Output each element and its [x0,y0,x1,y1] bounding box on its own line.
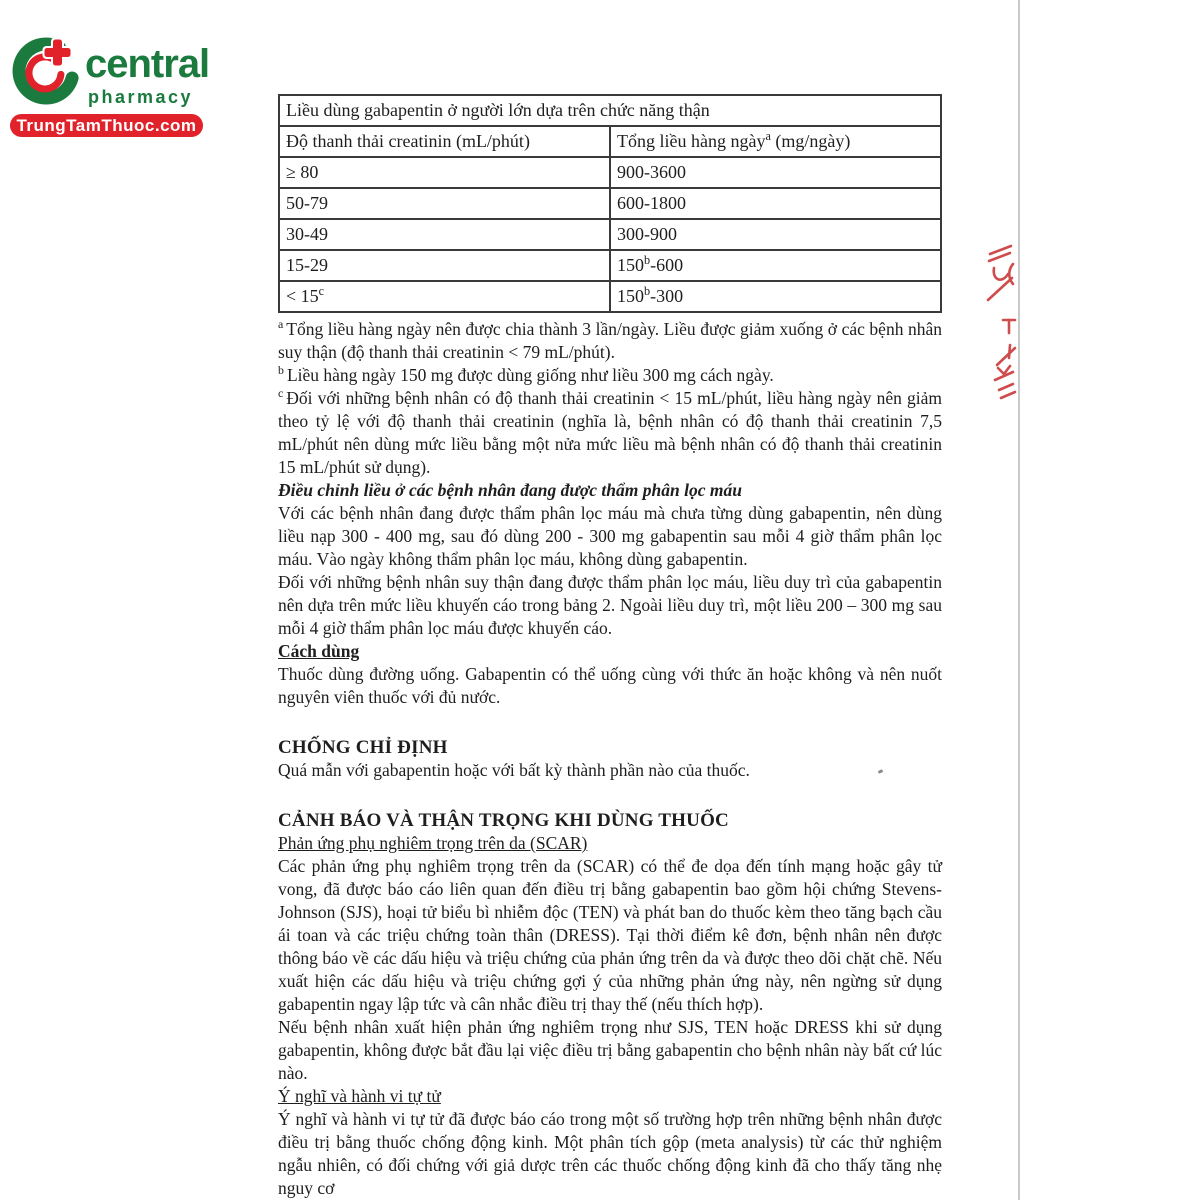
logo-tagline-text: pharmacy [88,87,194,107]
logo-brand-text: central [85,42,210,86]
creatinine-range: ≥ 80 [279,157,610,188]
paragraph-scar-1: Các phản ứng phụ nghiêm trọng trên da (SCAR) có thể đe dọa đến tính mạng hoặc gây tử vong, đã được báo cáo liên quan đến điều trị bằng gabapentin bao gồm hội chứng Stevens-Johnson (SJS), hoại tử biểu bì nhiễm độc (TEN) và phát ban do thuốc kèm theo tăng bạch cầu ái toan và các triệu chứng toàn thân (DRESS). Tại thời điểm kê đơn, bệnh nhân nên được thông báo về các dấu hiệu và triệu chứng của phản ứng trên da và được theo dõi chặt chẽ. Nếu xuất hiện các dấu hiệu và triệu chứng gợi ý của những phản ứng này, nên ngừng sử dụng gabapentin ngay lập tức và cân nhắc điều trị thay thế (nếu thích hợp). [278,856,942,1014]
paragraph-dialysis-2: Đối với những bệnh nhân suy thận đang được thẩm phân lọc máu, liều duy trì của gabapentin nên dựa trên mức liều khuyến cáo trong bảng 2. Ngoài liều duy trì, một liều 200 – 300 mg sau mỗi 4 giờ thẩm phân lọc máu được khuyến cáo. [278,572,942,638]
dose-table [278,94,942,313]
dose-table-header-col2: Tổng liều hàng ngày$^a$ (mg/ngày) [610,126,941,157]
creatinine-range: < $15^c$ [279,281,610,312]
pharmacy-logo [10,22,222,144]
paragraph-usage: Thuốc dùng đường uống. Gabapentin có thể uống cùng với thức ăn hoặc không và nên nuốt nguyên viên thuốc với đủ nước. [278,664,942,707]
dose-table-row [279,219,941,250]
daily-dose: 300-900 [610,219,941,250]
creatinine-range: 30-49 [279,219,610,250]
dose-table-row [279,281,941,312]
heading-contraindication: CHỐNG CHỈ ĐỊNH [278,737,448,758]
subheading-suicide: Ý nghĩ và hành vi tự tử [278,1086,441,1106]
paragraph-suicide: Ý nghĩ và hành vi tự tử đã được báo cáo trong một số trường hợp trên những bệnh nhân được điều trị bằng thuốc chống động kinh. Một phân tích gộp (meta analysis) từ các thử nghiệm ngẫu nhiên, có đối chứng với giả dược trên các thuốc chống động kinh đã cho thấy tăng nhẹ nguy cơ [278,1109,942,1198]
daily-dose: 150$^b$-300 [610,281,941,312]
dose-table-header-col1: Độ thanh thải creatinin (mL/phút) [279,126,610,157]
daily-dose: 150$^b$-600 [610,250,941,281]
paragraph-dialysis-1: Với các bệnh nhân đang được thẩm phân lọc máu mà chưa từng dùng gabapentin, nên dùng liều nạp 300 - 400 mg, sau đó dùng 200 - 300 mg gabapentin sau mỗi 4 giờ thẩm phân lọc máu. Vào ngày không thẩm phân lọc máu, không dùng gabapentin. [278,503,942,569]
dose-table-row [279,250,941,281]
paragraph-scar-2: Nếu bệnh nhân xuất hiện phản ứng nghiêm trọng như SJS, TEN hoặc DRESS khi sử dụng gabapentin, không được bắt đầu lại việc điều trị bằng gabapentin cho bệnh nhân này bất cứ lúc nào. [278,1017,942,1083]
paragraph-contraindication: Quá mẫn với gabapentin hoặc với bất kỳ thành phần nào của thuốc. [278,760,750,780]
daily-dose: 600-1800 [610,188,941,219]
heading-dialysis: Điều chỉnh liều ở các bệnh nhân đang được thẩm phân lọc máu [278,480,742,500]
heading-usage: Cách dùng [278,641,360,661]
dose-table-title: Liều dùng gabapentin ở người lớn dựa trên chức năng thận [279,95,941,126]
footnote-a: $^a$ Tổng liều hàng ngày nên được chia thành 3 lần/ngày. Liều được giảm xuống ở các bệnh nhân suy thận (độ thanh thải creatinin < 79 mL/phút). [278,317,942,362]
footnote-b: $^b$ Liều hàng ngày 150 mg được dùng giống như liều 300 mg cách ngày. [278,363,774,385]
dose-table-header-row [279,126,941,157]
dose-table-title-row [279,95,941,126]
footnote-c: $^c$ Đối với những bệnh nhân có độ thanh thải creatinin < 15 mL/phút, liều hàng ngày nên giảm theo tỷ lệ với độ thanh thải creatinin (nghĩa là, bệnh nhân có độ thanh thải creatinin 7,5 mL/phút nên dùng mức liều bằng một nửa mức liều mà bệnh nhân có độ thanh thải creatinin 15 mL/phút sử dụng). [278,386,942,477]
leaflet-content [278,94,942,1200]
daily-dose: 900-3600 [610,157,941,188]
dose-table-row [279,188,941,219]
heading-warnings: CẢNH BÁO VÀ THẬN TRỌNG KHI DÙNG THUỐC [278,810,729,831]
page-edge-line [1018,0,1020,1200]
creatinine-range: 15-29 [279,250,610,281]
subheading-scar: Phản ứng phụ nghiêm trọng trên da (SCAR) [278,833,588,853]
dose-table-row [279,157,941,188]
creatinine-range: 50-79 [279,188,610,219]
logo-website-badge: TrungTamThuoc.com [10,114,203,137]
handwritten-red-marks-icon [965,240,1025,410]
